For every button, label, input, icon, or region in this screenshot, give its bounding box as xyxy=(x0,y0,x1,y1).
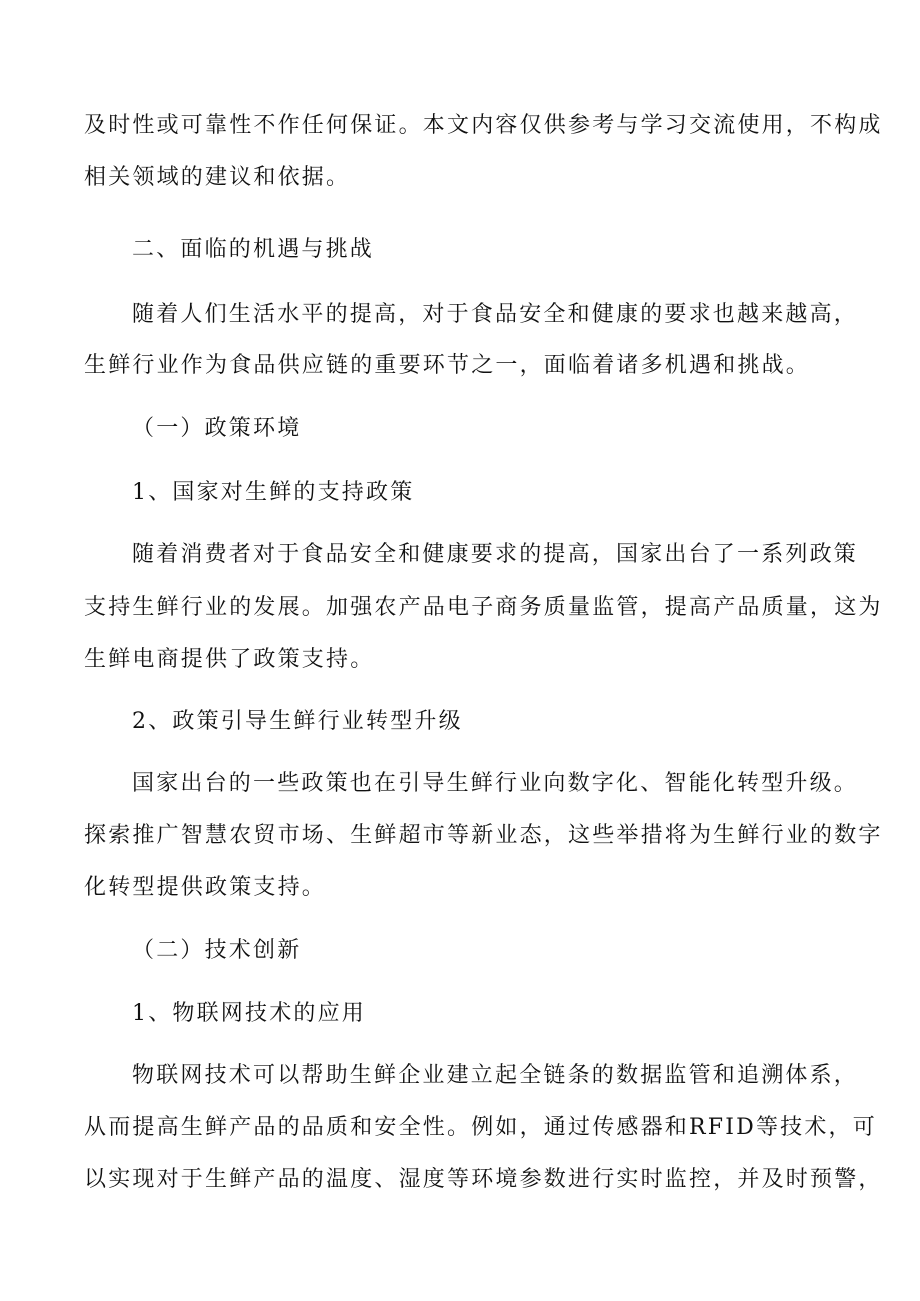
section-heading: 二、面临的机遇与挑战 xyxy=(132,237,375,262)
paragraph-line: 探索推广智慧农贸市场、生鲜超市等新业态，这些举措将为生鲜行业的数字 xyxy=(84,823,883,848)
item-heading: 2、政策引导生鲜行业转型升级 xyxy=(132,709,463,734)
paragraph-line: 从而提高生鲜产品的品质和安全性。例如，通过传感器和RFID等技术，可 xyxy=(84,1115,877,1140)
paragraph-line: 及时性或可靠性不作任何保证。本文内容仅供参考与学习交流使用，不构成 xyxy=(84,113,883,138)
subsection-heading: （一）政策环境 xyxy=(132,416,302,441)
paragraph-line: 以实现对于生鲜产品的温度、湿度等环境参数进行实时监控，并及时预警， xyxy=(84,1167,883,1192)
subsection-heading: （二）技术创新 xyxy=(132,938,302,963)
paragraph-line: 生鲜电商提供了政策支持。 xyxy=(84,647,375,672)
paragraph-line: 相关领域的建议和依据。 xyxy=(84,165,351,190)
paragraph-line: 生鲜行业作为食品供应链的重要环节之一，面临着诸多机遇和挑战。 xyxy=(84,353,811,378)
paragraph-line: 物联网技术可以帮助生鲜企业建立起全链条的数据监管和追溯体系， xyxy=(132,1063,859,1088)
paragraph-line: 随着消费者对于食品安全和健康要求的提高，国家出台了一系列政策 xyxy=(132,542,859,567)
paragraph-line: 支持生鲜行业的发展。加强农产品电子商务质量监管，提高产品质量，这为 xyxy=(84,595,883,620)
item-heading: 1、物联网技术的应用 xyxy=(132,1001,366,1026)
paragraph-line: 国家出台的一些政策也在引导生鲜行业向数字化、智能化转型升级。 xyxy=(132,771,859,796)
paragraph-line: 化转型提供政策支持。 xyxy=(84,875,327,900)
paragraph-line: 随着人们生活水平的提高，对于食品安全和健康的要求也越来越高， xyxy=(132,302,859,327)
item-heading: 1、国家对生鲜的支持政策 xyxy=(132,480,415,505)
